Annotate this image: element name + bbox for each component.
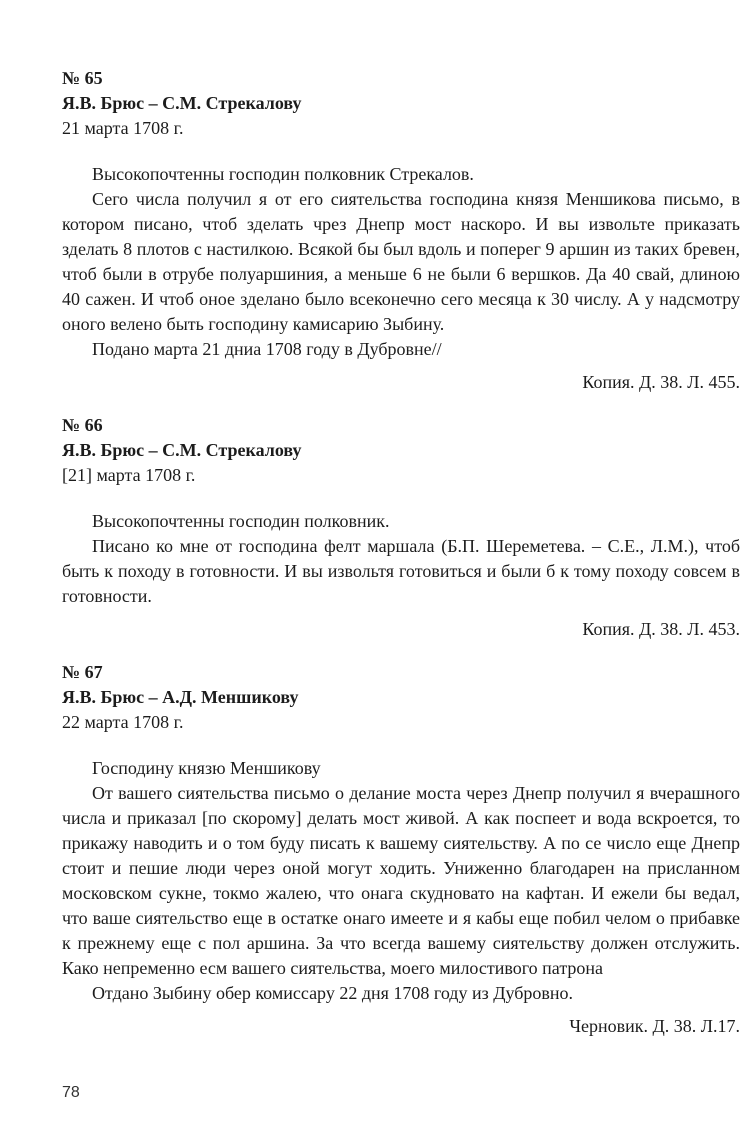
document-date: 21 марта 1708 г. <box>62 118 184 138</box>
salutation: Высокопочтенны господин полковник Стрекалов. <box>92 164 474 184</box>
body-paragraph: Сего числа получил я от его сиятельства господина князя Меншикова письмо, в котором писано, чтоб зделать чрез Днепр мост наскоро. И вы извольте приказать зделать 8 плотов с настилкою. Всякой бы был вдоль и поперег 9 аршин из таких бревен, чтоб были в отрубе полуаршиния, а меньше 6 не были 6 вершков. Да 40 свай, длиною 40 сажен. И чтоб оное зделано было всеконечно сего месяца к 30 числу. А у надсмотру оного велено быть господину камисарию Зыбину. <box>62 189 740 334</box>
closing-paragraph: Подано марта 21 дниа 1708 году в Дубровне// <box>92 339 442 359</box>
document-65 <box>62 66 740 395</box>
document-date: [21] марта 1708 г. <box>62 465 196 485</box>
document-66 <box>62 413 740 642</box>
document-number: № 65 <box>62 68 103 88</box>
salutation: Господину князю Меншикову <box>92 758 321 778</box>
page-number: 78 <box>62 1084 80 1101</box>
closing-paragraph: Отдано Зыбину обер комиссару 22 дня 1708 году из Дубровно. <box>92 983 574 1003</box>
body-paragraph: От вашего сиятельства письмо о делание моста через Днепр получил я вчерашного числа и приказал [по скорому] делать мост живой. А как поспеет и вода вскроется, то прикажу наводить и о том буду писать к вашему сиятельству. А по се число еще Днепр стоит и пешие люди через оной могут ходить. Униженно благодарен на присланном московском сукне, токмо жалею, что онага скудновато на кафтан. И ежели бы ведал, что ваше сиятельство еще в остатке онаго имеете и я кабы еще побил челом о прибавке к прежнему еще с пол аршина. За что всегда вашему сиятельству должен отслужить. Како непременно есм вашего сиятельства, моего милостивого патрона <box>62 783 740 978</box>
document-title: Я.В. Брюс – С.М. Стрекалову <box>62 440 302 460</box>
document-date: 22 марта 1708 г. <box>62 712 184 732</box>
page-content <box>62 66 740 1057</box>
document-title: Я.В. Брюс – А.Д. Меншикову <box>62 687 299 707</box>
source-reference: Черновик. Д. 38. Л.17. <box>569 1016 740 1036</box>
document-title: Я.В. Брюс – С.М. Стрекалову <box>62 93 302 113</box>
document-67 <box>62 660 740 1039</box>
body-paragraph: Писано ко мне от господина фелт маршала (Б.П. Шереметева. – С.Е., Л.М.), чтоб быть к походу в готовности. И вы извольтя готовиться и были б к тому походу совсем в готовности. <box>62 536 740 606</box>
source-reference: Копия. Д. 38. Л. 453. <box>582 619 740 639</box>
document-number: № 67 <box>62 662 103 682</box>
salutation: Высокопочтенны господин полковник. <box>92 511 390 531</box>
document-number: № 66 <box>62 415 103 435</box>
source-reference: Копия. Д. 38. Л. 455. <box>582 372 740 392</box>
